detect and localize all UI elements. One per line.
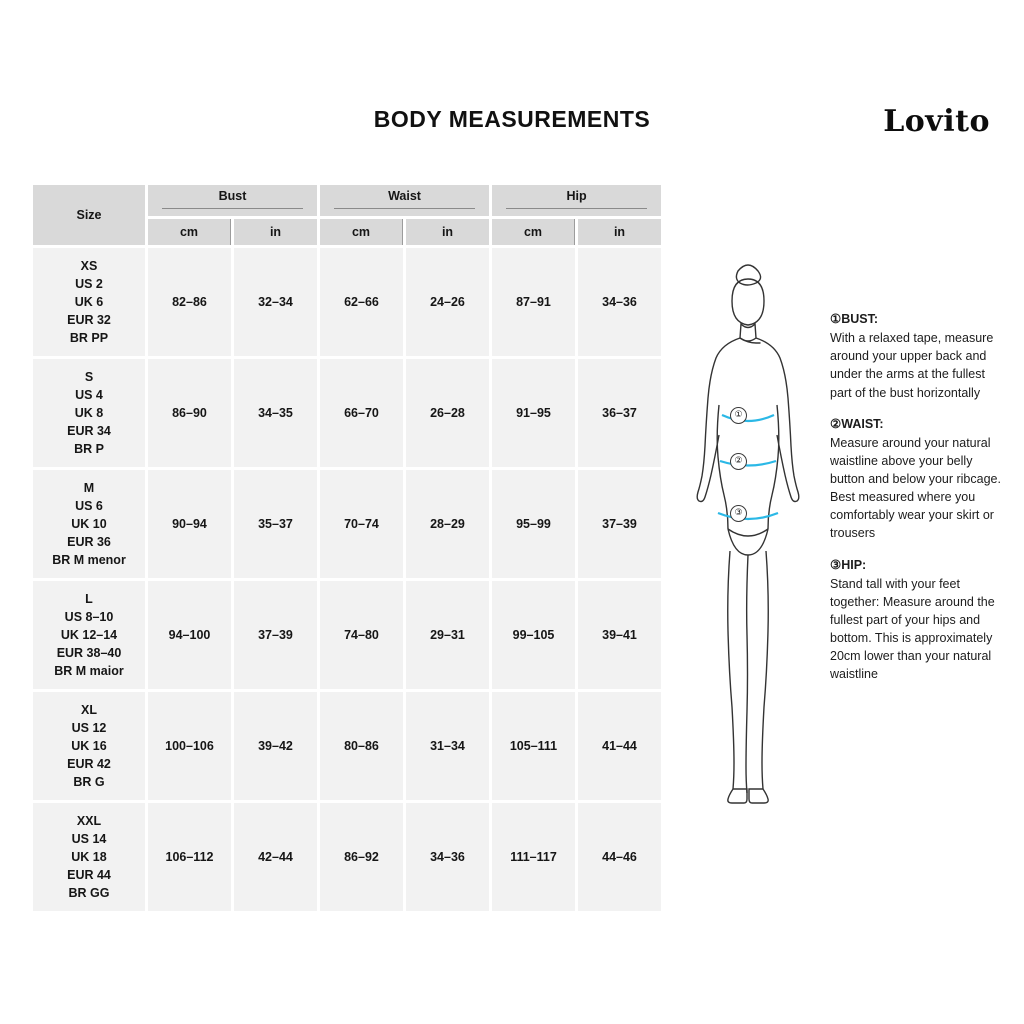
column-header-hip: [492, 185, 661, 216]
cell-waist-cm: 74–80: [320, 581, 403, 689]
table-row: [33, 359, 661, 467]
cell-bust-in: 42–44: [234, 803, 317, 911]
cell-hip-cm: 105–111: [492, 692, 575, 800]
column-header-size: Size: [33, 185, 145, 245]
cell-size: M US 6 UK 10 EUR 36 BR M menor: [33, 470, 145, 578]
cell-waist-cm: 70–74: [320, 470, 403, 578]
cell-waist-cm: 62–66: [320, 248, 403, 356]
cell-size: S US 4 UK 8 EUR 34 BR P: [33, 359, 145, 467]
unit-header-bust-cm: cm: [148, 219, 231, 245]
marker-hip: ③: [730, 505, 747, 522]
unit-header-waist-in: in: [406, 219, 489, 245]
cell-waist-cm: 66–70: [320, 359, 403, 467]
column-header-hip-label: Hip: [506, 189, 647, 209]
cell-hip-in: 37–39: [578, 470, 661, 578]
cell-waist-in: 29–31: [406, 581, 489, 689]
measurement-instructions: [830, 310, 1002, 696]
cell-hip-cm: 87–91: [492, 248, 575, 356]
cell-size: XL US 12 UK 16 EUR 42 BR G: [33, 692, 145, 800]
unit-header-bust-in: in: [234, 219, 317, 245]
table-row: [33, 470, 661, 578]
column-header-bust: [148, 185, 317, 216]
unit-header-hip-in: in: [578, 219, 661, 245]
cell-waist-in: 28–29: [406, 470, 489, 578]
cell-bust-cm: 94–100: [148, 581, 231, 689]
note-bust-body: With a relaxed tape, measure around your upper back and under the arms at the fullest part of the bust horizontally: [830, 331, 994, 400]
cell-waist-in: 26–28: [406, 359, 489, 467]
cell-size: L US 8–10 UK 12–14 EUR 38–40 BR M maior: [33, 581, 145, 689]
note-waist: [830, 415, 1002, 543]
cell-waist-in: 24–26: [406, 248, 489, 356]
table-head: [33, 185, 661, 245]
cell-bust-in: 39–42: [234, 692, 317, 800]
unit-header-waist-cm: cm: [320, 219, 403, 245]
brand-logo: Lovito: [883, 104, 990, 139]
cell-hip-in: 41–44: [578, 692, 661, 800]
cell-hip-in: 36–37: [578, 359, 661, 467]
note-hip-title: ③HIP:: [830, 557, 867, 572]
cell-bust-in: 32–34: [234, 248, 317, 356]
cell-bust-in: 34–35: [234, 359, 317, 467]
cell-bust-cm: 82–86: [148, 248, 231, 356]
note-waist-body: Measure around your natural waistline above your belly button and below your ribcage. Best measured where you comfortably wear your skirt or trousers: [830, 435, 1001, 541]
unit-header-hip-cm: cm: [492, 219, 575, 245]
cell-hip-in: 34–36: [578, 248, 661, 356]
cell-hip-cm: 95–99: [492, 470, 575, 578]
size-table-container: [30, 182, 652, 914]
cell-hip-cm: 99–105: [492, 581, 575, 689]
cell-hip-cm: 111–117: [492, 803, 575, 911]
cell-size: XXL US 14 UK 18 EUR 44 BR GG: [33, 803, 145, 911]
cell-size: XS US 2 UK 6 EUR 32 BR PP: [33, 248, 145, 356]
table-row: [33, 692, 661, 800]
cell-bust-in: 35–37: [234, 470, 317, 578]
female-body-outline-icon: [668, 255, 828, 835]
cell-hip-cm: 91–95: [492, 359, 575, 467]
cell-waist-in: 34–36: [406, 803, 489, 911]
cell-hip-in: 39–41: [578, 581, 661, 689]
cell-bust-cm: 90–94: [148, 470, 231, 578]
table-row: [33, 803, 661, 911]
note-bust: [830, 310, 1002, 402]
table-body: [33, 248, 661, 911]
cell-bust-cm: 100–106: [148, 692, 231, 800]
note-waist-title: ②WAIST:: [830, 416, 884, 431]
column-header-waist: [320, 185, 489, 216]
cell-waist-cm: 86–92: [320, 803, 403, 911]
column-header-bust-label: Bust: [162, 189, 303, 209]
cell-bust-cm: 106–112: [148, 803, 231, 911]
table-row: [33, 581, 661, 689]
column-header-waist-label: Waist: [334, 189, 475, 209]
body-figure-illustration: [668, 255, 828, 835]
note-hip-body: Stand tall with your feet together: Measure around the fullest part of your hips and bottom. This is approximately 20cm lower than your natural waistline: [830, 576, 995, 682]
table-header-group-row: [33, 185, 661, 216]
cell-bust-in: 37–39: [234, 581, 317, 689]
table-row: [33, 248, 661, 356]
cell-waist-cm: 80–86: [320, 692, 403, 800]
note-bust-title: ①BUST:: [830, 312, 879, 326]
cell-hip-in: 44–46: [578, 803, 661, 911]
page-title: BODY MEASUREMENTS: [373, 106, 651, 132]
marker-waist: ②: [730, 453, 747, 470]
size-table: [30, 182, 664, 914]
cell-waist-in: 31–34: [406, 692, 489, 800]
note-hip: [830, 556, 1002, 684]
cell-bust-cm: 86–90: [148, 359, 231, 467]
marker-bust: ①: [730, 407, 747, 424]
